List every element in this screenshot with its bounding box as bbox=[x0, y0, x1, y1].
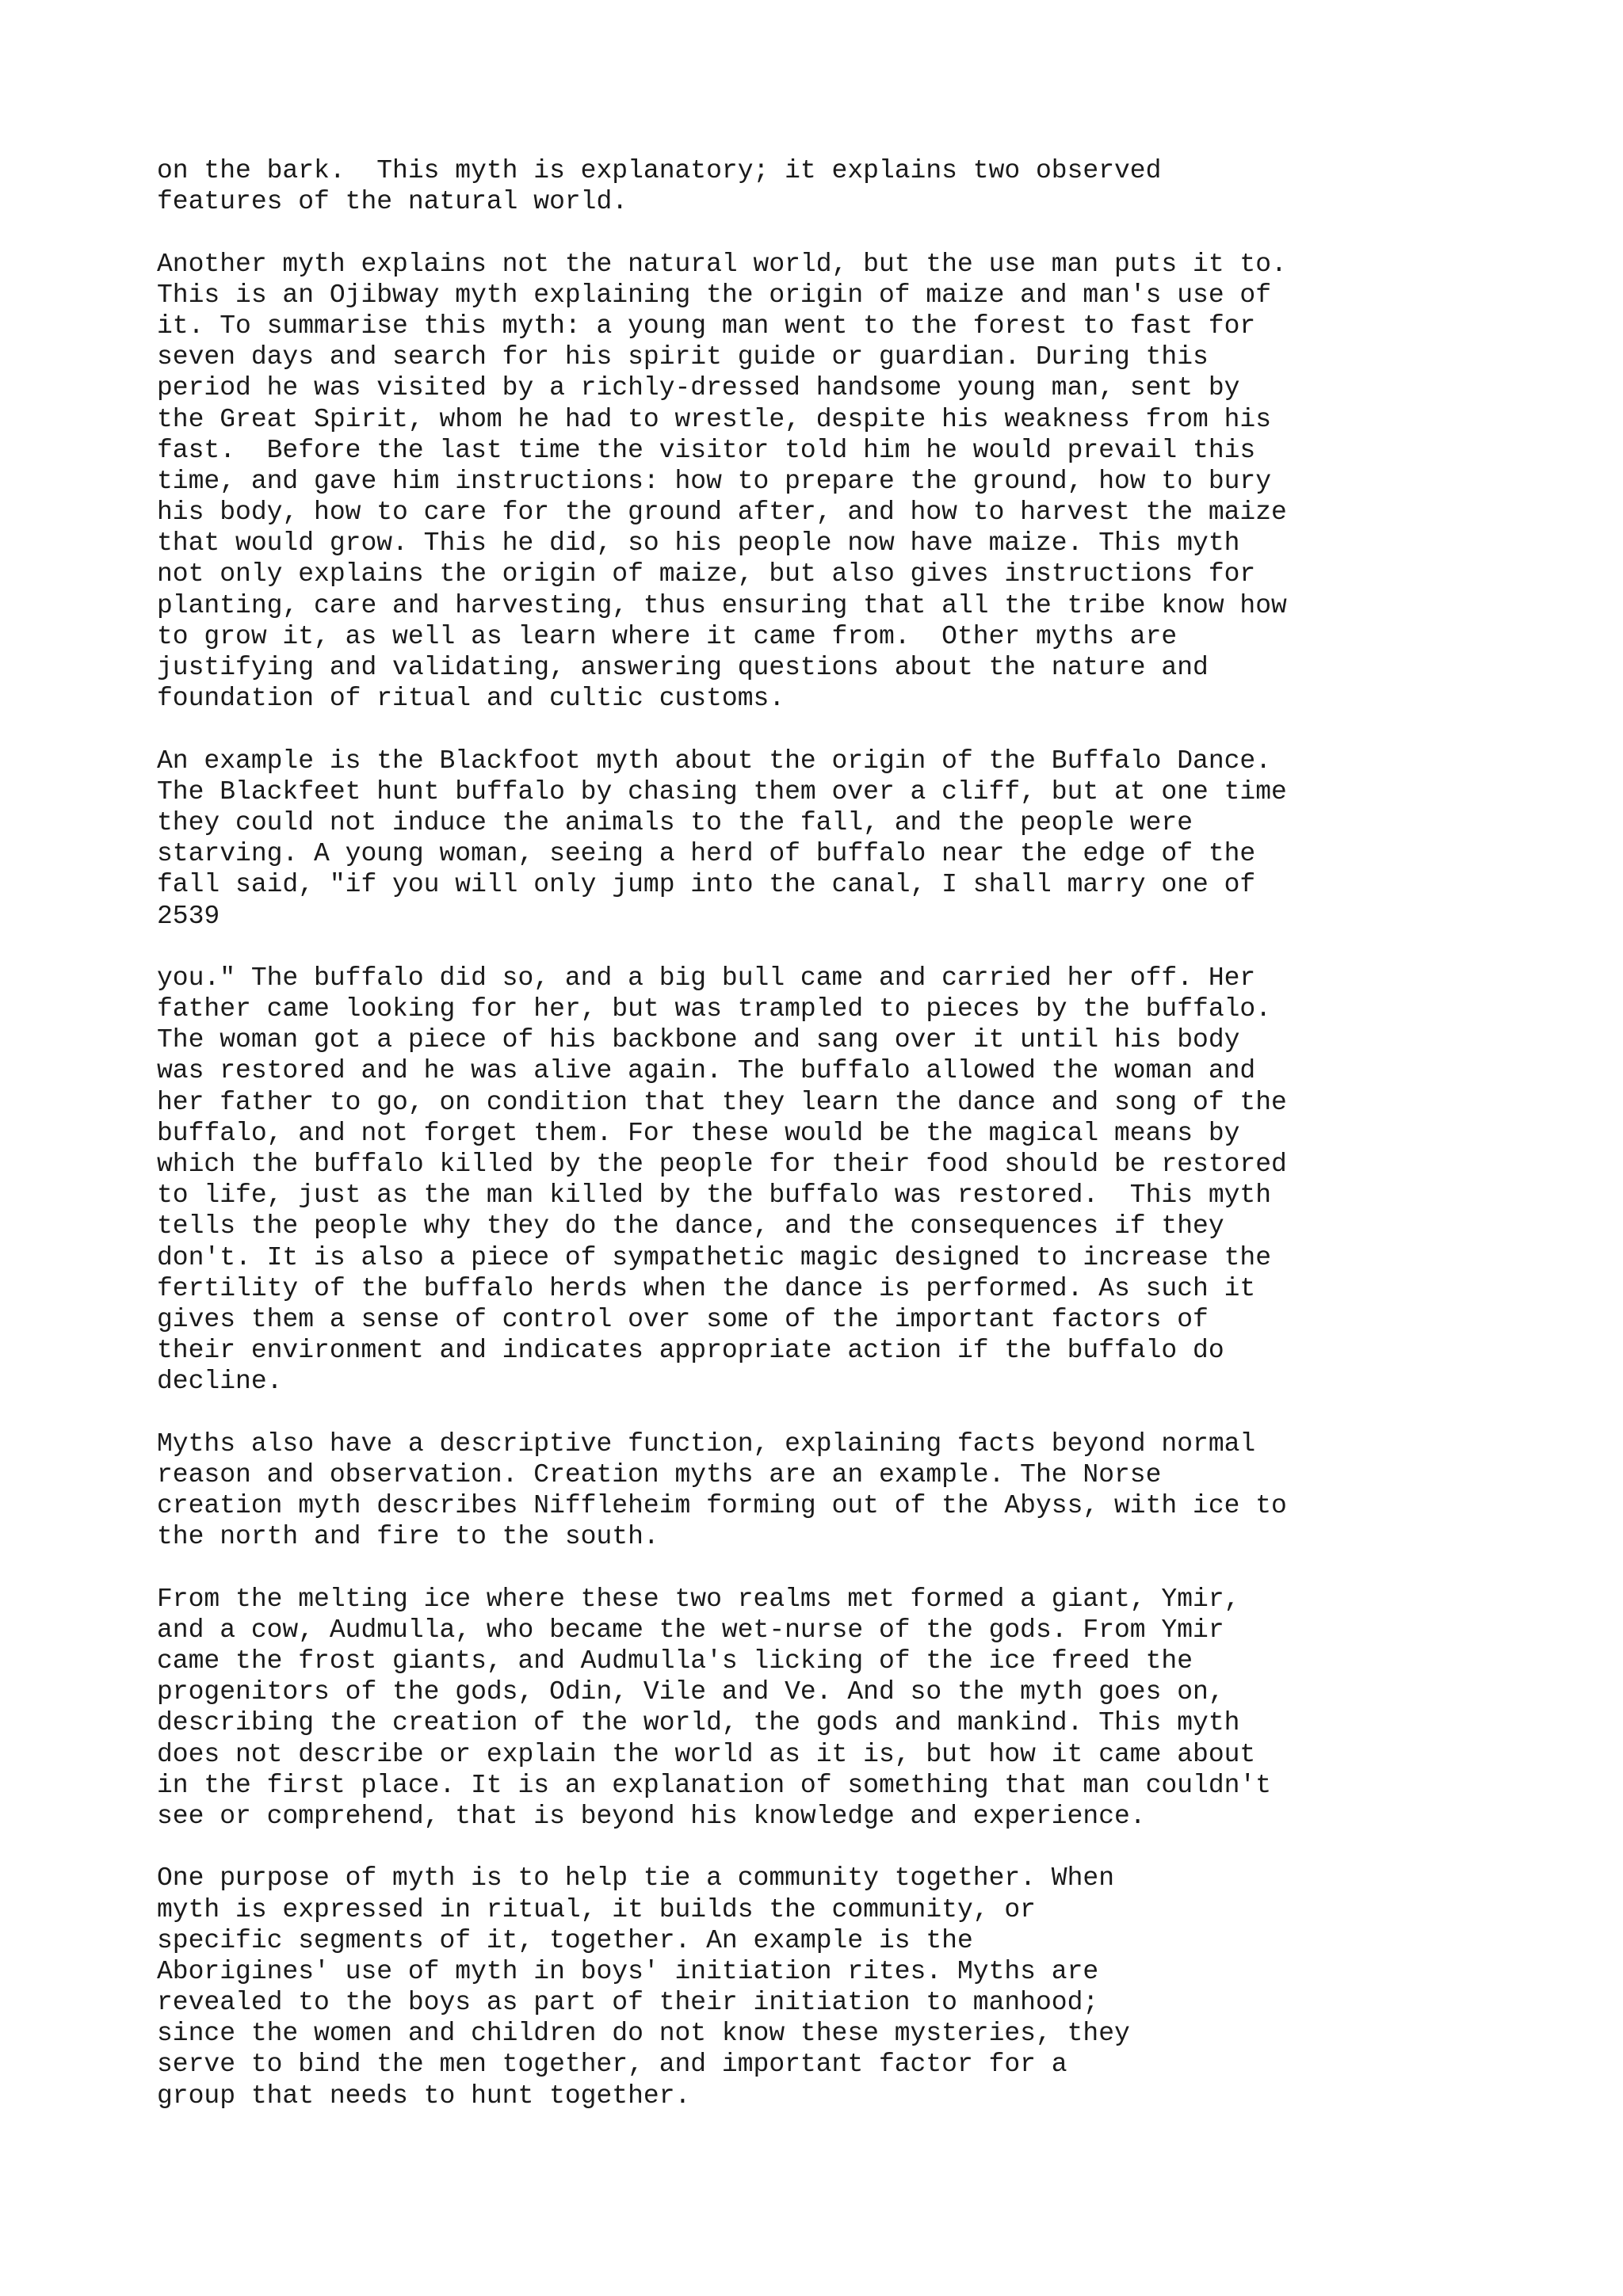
text-line: buffalo, and not forget them. For these would be the magical means by bbox=[157, 1118, 1240, 1148]
text-line: gives them a sense of control over some of the important factors of bbox=[157, 1304, 1209, 1334]
text-line: it. To summarise this myth: a young man went to the forest to fast for bbox=[157, 311, 1256, 341]
text-line: you." The buffalo did so, and a big bull came and carried her off. Her bbox=[157, 963, 1256, 993]
paragraph bbox=[157, 1863, 1583, 2111]
text-line: came the frost giants, and Audmulla's licking of the ice freed the bbox=[157, 1646, 1193, 1676]
text-line: This is an Ojibway myth explaining the origin of maize and man's use of bbox=[157, 280, 1272, 310]
text-line: Another myth explains not the natural world, but the use man puts it to. bbox=[157, 249, 1287, 279]
text-line: see or comprehend, that is beyond his knowledge and experience. bbox=[157, 1801, 1146, 1831]
text-line: One purpose of myth is to help tie a community together. When bbox=[157, 1863, 1114, 1894]
text-line: father came looking for her, but was trampled to pieces by the buffalo. bbox=[157, 994, 1272, 1024]
paragraph bbox=[157, 249, 1583, 715]
text-line: describing the creation of the world, the gods and mankind. This myth bbox=[157, 1708, 1240, 1738]
paragraph bbox=[157, 1584, 1583, 1833]
text-line: the Great Spirit, whom he had to wrestle, despite his weakness from his bbox=[157, 404, 1272, 434]
text-line: Aborigines' use of myth in boys' initiation rites. Myths are bbox=[157, 1956, 1099, 1986]
text-line: they could not induce the animals to the fall, and the people were bbox=[157, 807, 1193, 837]
text-line: features of the natural world. bbox=[157, 187, 628, 217]
document-body bbox=[157, 155, 1583, 2142]
text-line: foundation of ritual and cultic customs. bbox=[157, 684, 785, 714]
text-line: and a cow, Audmulla, who became the wet-nurse of the gods. From Ymir bbox=[157, 1615, 1224, 1645]
text-line: time, and gave him instructions: how to prepare the ground, how to bury bbox=[157, 466, 1272, 496]
text-line: in the first place. It is an explanation of something that man couldn't bbox=[157, 1770, 1272, 1800]
text-line: fertility of the buffalo herds when the dance is performed. As such it bbox=[157, 1273, 1256, 1303]
paragraph bbox=[157, 963, 1583, 1398]
text-line: the north and fire to the south. bbox=[157, 1522, 659, 1552]
text-line: was restored and he was alive again. The buffalo allowed the woman and bbox=[157, 1056, 1256, 1086]
text-line: his body, how to care for the ground after, and how to harvest the maize bbox=[157, 498, 1287, 528]
text-line: which the buffalo killed by the people for their food should be restored bbox=[157, 1150, 1287, 1179]
text-line: since the women and children do not know these mysteries, they bbox=[157, 2019, 1130, 2049]
text-line: reason and observation. Creation myths are an example. The Norse bbox=[157, 1459, 1162, 1489]
text-line: The woman got a piece of his backbone and sang over it until his body bbox=[157, 1025, 1240, 1055]
text-line: does not describe or explain the world as it is, but how it came about bbox=[157, 1739, 1256, 1769]
text-line: starving. A young woman, seeing a herd of buffalo near the edge of the bbox=[157, 839, 1256, 869]
text-line: fast. Before the last time the visitor told him he would prevail this bbox=[157, 435, 1256, 465]
text-line: to grow it, as well as learn where it came from. Other myths are bbox=[157, 621, 1178, 651]
text-line: justifying and validating, answering questions about the nature and bbox=[157, 653, 1209, 682]
text-line: to life, just as the man killed by the buffalo was restored. This myth bbox=[157, 1180, 1272, 1211]
text-line: seven days and search for his spirit guide or guardian. During this bbox=[157, 342, 1209, 372]
text-line: specific segments of it, together. An example is the bbox=[157, 1925, 973, 1955]
text-line: decline. bbox=[157, 1367, 283, 1397]
text-line: revealed to the boys as part of their initiation to manhood; bbox=[157, 1988, 1099, 2018]
text-line: planting, care and harvesting, thus ensuring that all the tribe know how bbox=[157, 590, 1287, 620]
text-line: An example is the Blackfoot myth about the origin of the Buffalo Dance. bbox=[157, 746, 1272, 776]
text-line: myth is expressed in ritual, it builds the community, or bbox=[157, 1894, 1036, 1924]
text-line: 2539 bbox=[157, 901, 220, 931]
text-line: tells the people why they do the dance, and the consequences if they bbox=[157, 1211, 1224, 1241]
text-line: her father to go, on condition that they learn the dance and song of the bbox=[157, 1087, 1287, 1117]
text-line: fall said, "if you will only jump into the canal, I shall marry one of bbox=[157, 870, 1256, 900]
text-line: creation myth describes Niffleheim forming out of the Abyss, with ice to bbox=[157, 1491, 1287, 1521]
text-line: not only explains the origin of maize, but also gives instructions for bbox=[157, 559, 1256, 589]
text-line: progenitors of the gods, Odin, Vile and Ve. And so the myth goes on, bbox=[157, 1677, 1224, 1707]
paragraph bbox=[157, 155, 1583, 217]
text-line: their environment and indicates appropriate action if the buffalo do bbox=[157, 1336, 1224, 1366]
text-line: period he was visited by a richly-dressed handsome young man, sent by bbox=[157, 373, 1240, 403]
text-line: The Blackfeet hunt buffalo by chasing them over a cliff, but at one time bbox=[157, 776, 1287, 807]
text-line: From the melting ice where these two realms met formed a giant, Ymir, bbox=[157, 1584, 1240, 1614]
text-line: group that needs to hunt together. bbox=[157, 2081, 691, 2111]
text-line: Myths also have a descriptive function, explaining facts beyond normal bbox=[157, 1428, 1256, 1459]
paragraph bbox=[157, 746, 1583, 932]
text-line: on the bark. This myth is explanatory; it explains two observed bbox=[157, 156, 1162, 185]
paragraph bbox=[157, 1428, 1583, 1553]
text-line: serve to bind the men together, and important factor for a bbox=[157, 2050, 1067, 2080]
text-line: that would grow. This he did, so his people now have maize. This myth bbox=[157, 528, 1240, 559]
text-line: don't. It is also a piece of sympathetic magic designed to increase the bbox=[157, 1242, 1272, 1272]
